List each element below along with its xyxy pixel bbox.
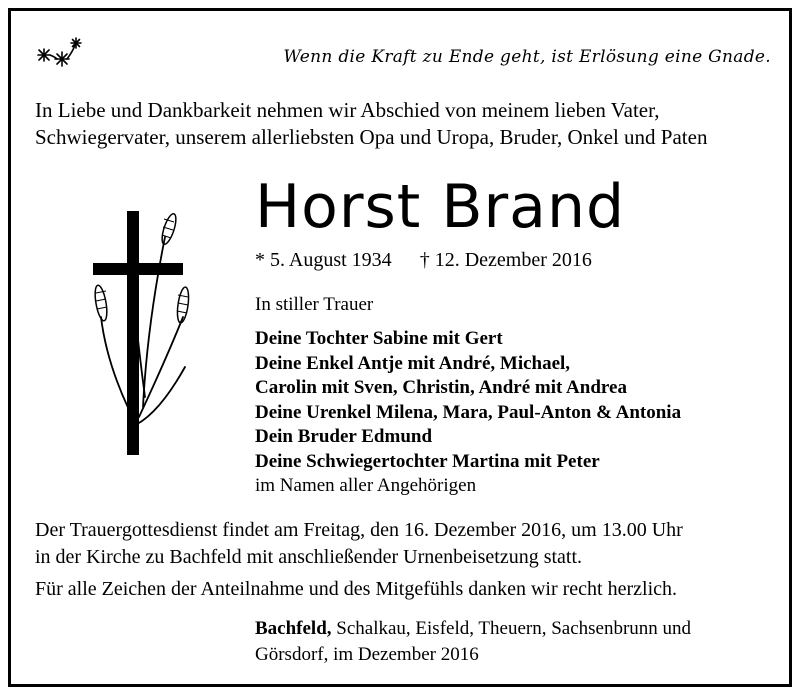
family-line: Deine Schwiegertochter Martina mit Peter bbox=[255, 450, 600, 472]
motto: Wenn die Kraft zu Ende geht, ist Erlösung eine Gnade. bbox=[283, 47, 771, 67]
death-date: † 12. Dezember 2016 bbox=[419, 249, 592, 271]
places-bold: Bachfeld, bbox=[255, 618, 332, 639]
family-line: Deine Urenkel Milena, Mara, Paul-Anton & Antonia bbox=[255, 401, 682, 423]
places-rest: Schalkau, Eisfeld, Theuern, Sachsenbrunn und bbox=[331, 618, 692, 639]
family-list bbox=[255, 327, 681, 499]
life-dates bbox=[255, 249, 592, 272]
family-line: Deine Tochter Sabine mit Gert bbox=[255, 328, 503, 349]
service-notice bbox=[35, 517, 683, 571]
deceased-name: Horst Brand bbox=[255, 172, 626, 242]
places-line bbox=[255, 616, 691, 642]
places-line-2: Görsdorf, im Dezember 2016 bbox=[255, 644, 479, 665]
intro-line: Schwiegervater, unserem allerliebsten Opa und Uropa, Bruder, Onkel und Paten bbox=[35, 125, 708, 149]
service-line: Der Trauergottesdienst findet am Freitag, den 16. Dezember 2016, um 13.00 Uhr bbox=[35, 519, 683, 541]
family-footer: im Namen aller Angehörigen bbox=[255, 475, 477, 496]
family-line: Dein Bruder Edmund bbox=[255, 426, 433, 447]
flower-ornament-icon bbox=[33, 33, 83, 71]
mourning-line: In stiller Trauer bbox=[255, 294, 374, 315]
family-line: Carolin mit Sven, Christin, André mit Andrea bbox=[255, 377, 627, 398]
intro-line: In Liebe und Dankbarkeit nehmen wir Abschied von meinem lieben Vater, bbox=[35, 98, 660, 122]
birth-date: * 5. August 1934 bbox=[255, 249, 392, 271]
places-and-date bbox=[255, 616, 691, 668]
intro-text bbox=[35, 97, 707, 151]
thanks-text: Für alle Zeichen der Anteilnahme und des Mitgefühls danken wir recht herzlich. bbox=[35, 578, 678, 600]
family-line: Deine Enkel Antje mit André, Michael, bbox=[255, 352, 571, 374]
obituary-notice bbox=[8, 8, 792, 687]
cross-with-wheat-icon bbox=[87, 207, 199, 457]
service-line: in der Kirche zu Bachfeld mit anschließender Urnenbeisetzung statt. bbox=[35, 546, 583, 568]
